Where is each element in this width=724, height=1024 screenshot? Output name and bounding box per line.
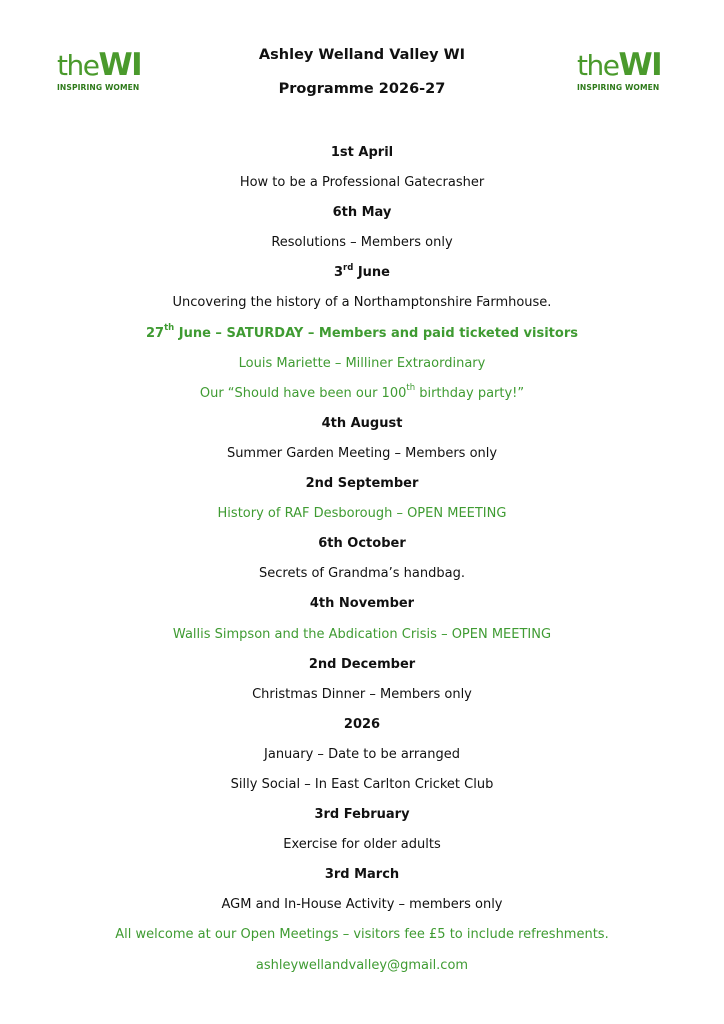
event-talk: Christmas Dinner – Members only bbox=[252, 686, 472, 702]
event-talk: Silly Social – In East Carlton Cricket Club bbox=[230, 776, 494, 792]
event-talk: Secrets of Grandma’s handbag. bbox=[259, 566, 465, 582]
event-talk: Exercise for older adults bbox=[283, 837, 441, 853]
event-date-special: 27th June – SATURDAY – Members and paid ticketed visitors bbox=[146, 323, 578, 341]
event-date: 6th October bbox=[318, 536, 406, 552]
event-talk: Uncovering the history of a Northamptonshire Farmhouse. bbox=[172, 295, 552, 311]
open-meeting-note: All welcome at our Open Meetings – visitors fee £5 to include refreshments. bbox=[115, 927, 609, 943]
event-talk: How to be a Professional Gatecrasher bbox=[239, 175, 485, 191]
event-date: 3rd June bbox=[333, 263, 391, 281]
event-date: 3rd March bbox=[324, 867, 400, 883]
event-talk: History of RAF Desborough – OPEN MEETING bbox=[217, 506, 507, 522]
logo-wordmark: theWI bbox=[577, 47, 662, 83]
contact-email[interactable]: ashleywellandvalley@gmail.com bbox=[255, 957, 469, 973]
page-title: Ashley Welland Valley WI bbox=[258, 47, 466, 63]
logo-tagline: INSPIRING WOMEN bbox=[57, 83, 140, 92]
event-date: 3rd February bbox=[314, 807, 410, 823]
event-talk: Summer Garden Meeting – Members only bbox=[226, 445, 498, 461]
event-talk: Louis Mariette – Milliner Extraordinary bbox=[238, 355, 486, 371]
event-talk: Wallis Simpson and the Abdication Crisis – OPEN MEETING bbox=[172, 626, 552, 642]
event-date: 1st April bbox=[330, 145, 394, 160]
event-date: 4th November bbox=[309, 596, 415, 612]
page-subtitle: Programme 2026-27 bbox=[278, 81, 446, 97]
programme-list bbox=[0, 142, 724, 985]
event-date: 4th August bbox=[321, 415, 403, 431]
event-talk: Resolutions – Members only bbox=[271, 235, 453, 251]
event-talk: Our “Should have been our 100th birthday party!” bbox=[199, 383, 525, 401]
event-date: 2nd December bbox=[308, 656, 416, 672]
year-heading: 2026 bbox=[343, 716, 381, 732]
logo-tagline: INSPIRING WOMEN bbox=[577, 83, 660, 92]
logo-wordmark: theWI bbox=[57, 47, 142, 83]
event-date: 2nd September bbox=[305, 476, 419, 492]
event-date: 6th May bbox=[332, 205, 392, 221]
event-talk: January – Date to be arranged bbox=[264, 746, 460, 762]
event-talk: AGM and In-House Activity – members only bbox=[221, 897, 503, 913]
